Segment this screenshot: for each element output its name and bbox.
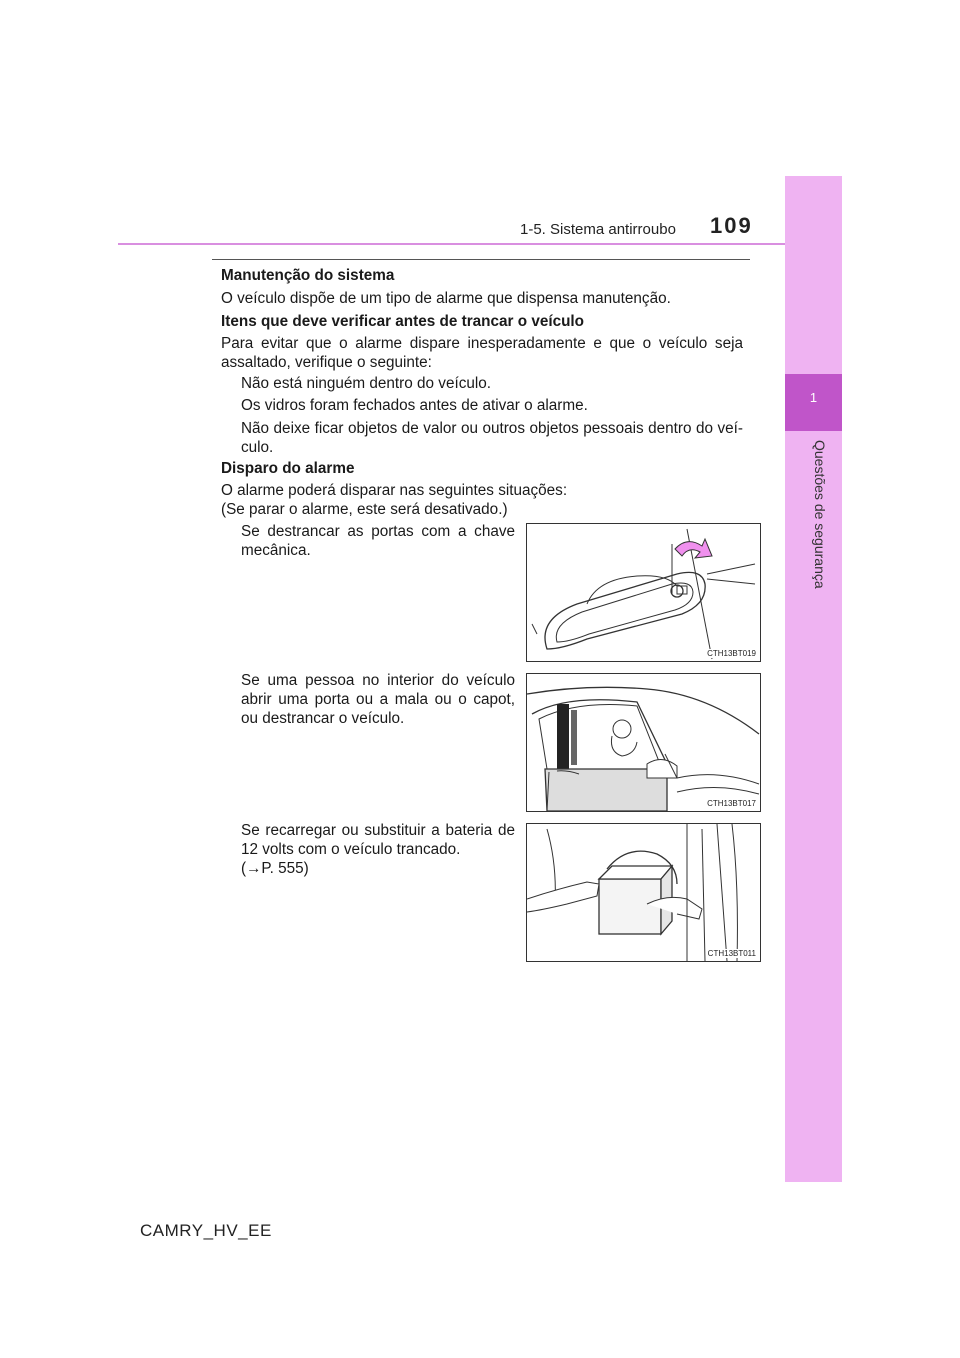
trigger-note: (Se parar o alarme, este será desativado.) (221, 501, 508, 518)
trigger-item: Se uma pessoa no interior do veículo abrir uma porta ou a mala ou o capot, ou destrancar o veículo. (241, 672, 515, 727)
page-number: 109 (710, 213, 753, 238)
chapter-title: Questões de segurança (812, 440, 828, 589)
figure-code: CTH13BT019 (707, 649, 756, 658)
footer-model-code: CAMRY_HV_EE (140, 1221, 272, 1240)
figure-code: CTH13BT017 (707, 799, 756, 808)
header-divider (118, 243, 840, 245)
trigger-heading: Disparo do alarme (221, 460, 355, 477)
check-item: Os vidros foram fechados antes de ativar o alarme. (241, 397, 588, 414)
chapter-side-tab (785, 176, 842, 1182)
trigger-text: O alarme poderá disparar nas seguintes situações: (221, 482, 568, 499)
check-text: Para evitar que o alarme dispare inesperadamente e que o veículo seja assaltado, verifique o seguinte: (221, 335, 743, 371)
section-title: 1-5. Sistema antirroubo (520, 221, 676, 238)
section-rule (212, 259, 750, 260)
check-item: Não está ninguém dentro do veículo. (241, 375, 492, 392)
person-inside-car-illustration (526, 673, 761, 812)
trigger-item: Se recarregar ou substituir a bateria de 12 volts com o veículo trancado. (241, 822, 515, 858)
maintenance-heading: Manutenção do sistema (221, 267, 395, 284)
battery-replacement-illustration (526, 823, 761, 962)
page-reference: (→P. 555) (241, 860, 309, 877)
door-handle-key-illustration (526, 523, 761, 662)
check-item: Não deixe ficar objetos de valor ou outros objetos pessoais dentro do veí-culo. (241, 420, 743, 456)
maintenance-text: O veículo dispõe de um tipo de alarme que dispensa manutenção. (221, 290, 671, 307)
check-heading: Itens que deve verificar antes de trancar o veículo (221, 313, 585, 330)
figure-code: CTH13BT011 (707, 949, 756, 958)
chapter-number-badge: 1 (785, 374, 842, 431)
trigger-item: Se destrancar as portas com a chave mecânica. (241, 523, 515, 559)
